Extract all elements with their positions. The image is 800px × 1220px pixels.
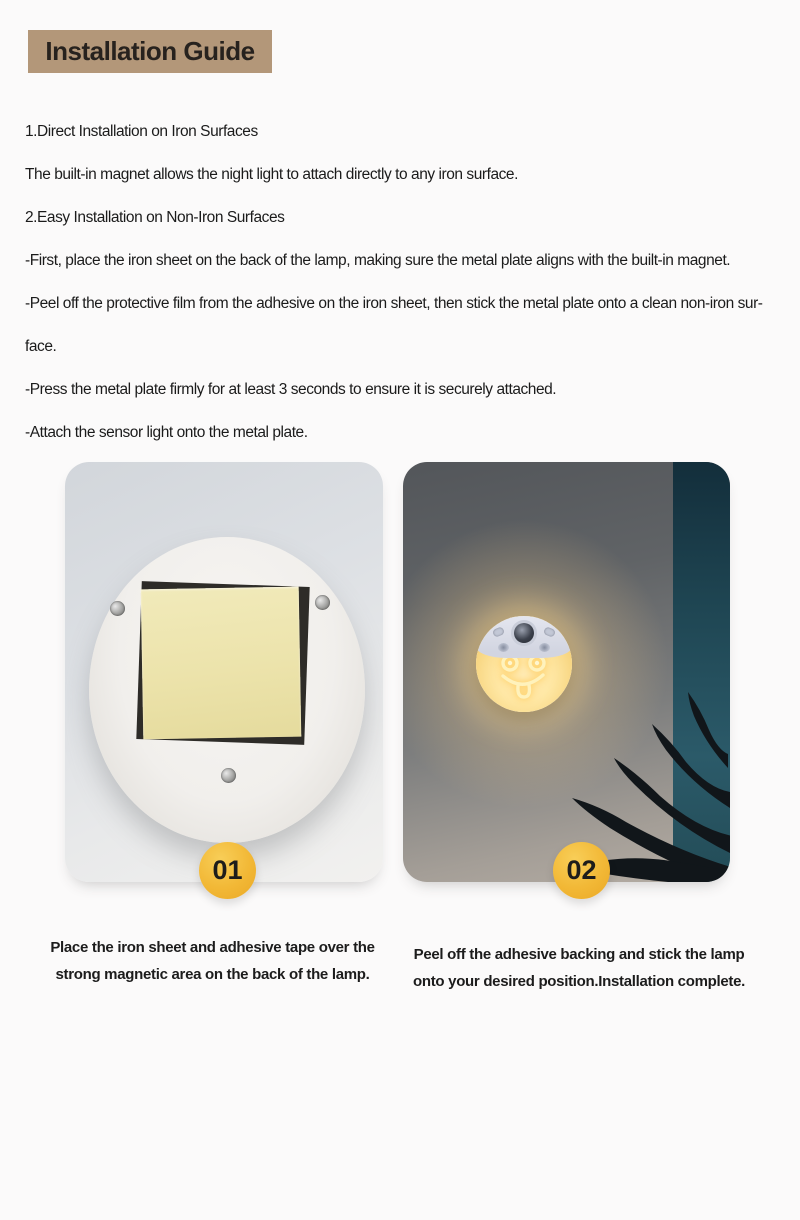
cap-detail — [492, 626, 505, 638]
instruction-line: -Peel off the protective film from the adhesive on the iron sheet, then stick the metal plate onto a clean non-iron sur- — [25, 295, 763, 312]
instruction-line: -Attach the sensor light onto the metal plate. — [25, 424, 308, 441]
instruction-line: 1.Direct Installation on Iron Surfaces — [25, 123, 258, 140]
page-title: Installation Guide — [45, 36, 255, 66]
screw-icon — [315, 595, 330, 610]
motion-sensor-icon — [514, 623, 534, 643]
step-number-badge-02 — [553, 842, 610, 899]
caption-line: Peel off the adhesive backing and stick the lamp — [413, 946, 745, 963]
screw-icon — [110, 601, 125, 616]
instruction-line: 2.Easy Installation on Non-Iron Surfaces — [25, 209, 285, 226]
badge-label: 02 — [566, 855, 597, 885]
cap-detail — [539, 643, 550, 652]
step1-caption — [25, 934, 400, 988]
page-title-banner — [28, 30, 272, 73]
lamp-sensor-cap — [476, 616, 572, 658]
caption-line: onto your desired position.Installation complete. — [413, 973, 745, 990]
step2-caption — [409, 941, 749, 995]
caption-line: strong magnetic area on the back of the lamp. — [55, 966, 370, 983]
step1-photo-lamp-back — [65, 462, 383, 882]
instruction-line: face. — [25, 338, 57, 355]
cap-detail — [498, 643, 509, 652]
instruction-text-block — [25, 110, 785, 454]
adhesive-square — [141, 587, 302, 740]
instruction-line: -First, place the iron sheet on the back of the lamp, making sure the metal plate aligns with the built-in magnet. — [25, 252, 731, 269]
plant-silhouette — [524, 656, 730, 882]
screw-icon — [221, 768, 236, 783]
caption-line: Place the iron sheet and adhesive tape over the — [50, 939, 375, 956]
badge-label: 01 — [212, 855, 243, 885]
step-number-badge-01 — [199, 842, 256, 899]
step2-photo-lamp-on-wall — [403, 462, 730, 882]
instruction-line: The built-in magnet allows the night light to attach directly to any iron surface. — [25, 166, 518, 183]
cap-detail — [543, 626, 556, 638]
instruction-line: -Press the metal plate firmly for at least 3 seconds to ensure it is securely attached. — [25, 381, 557, 398]
